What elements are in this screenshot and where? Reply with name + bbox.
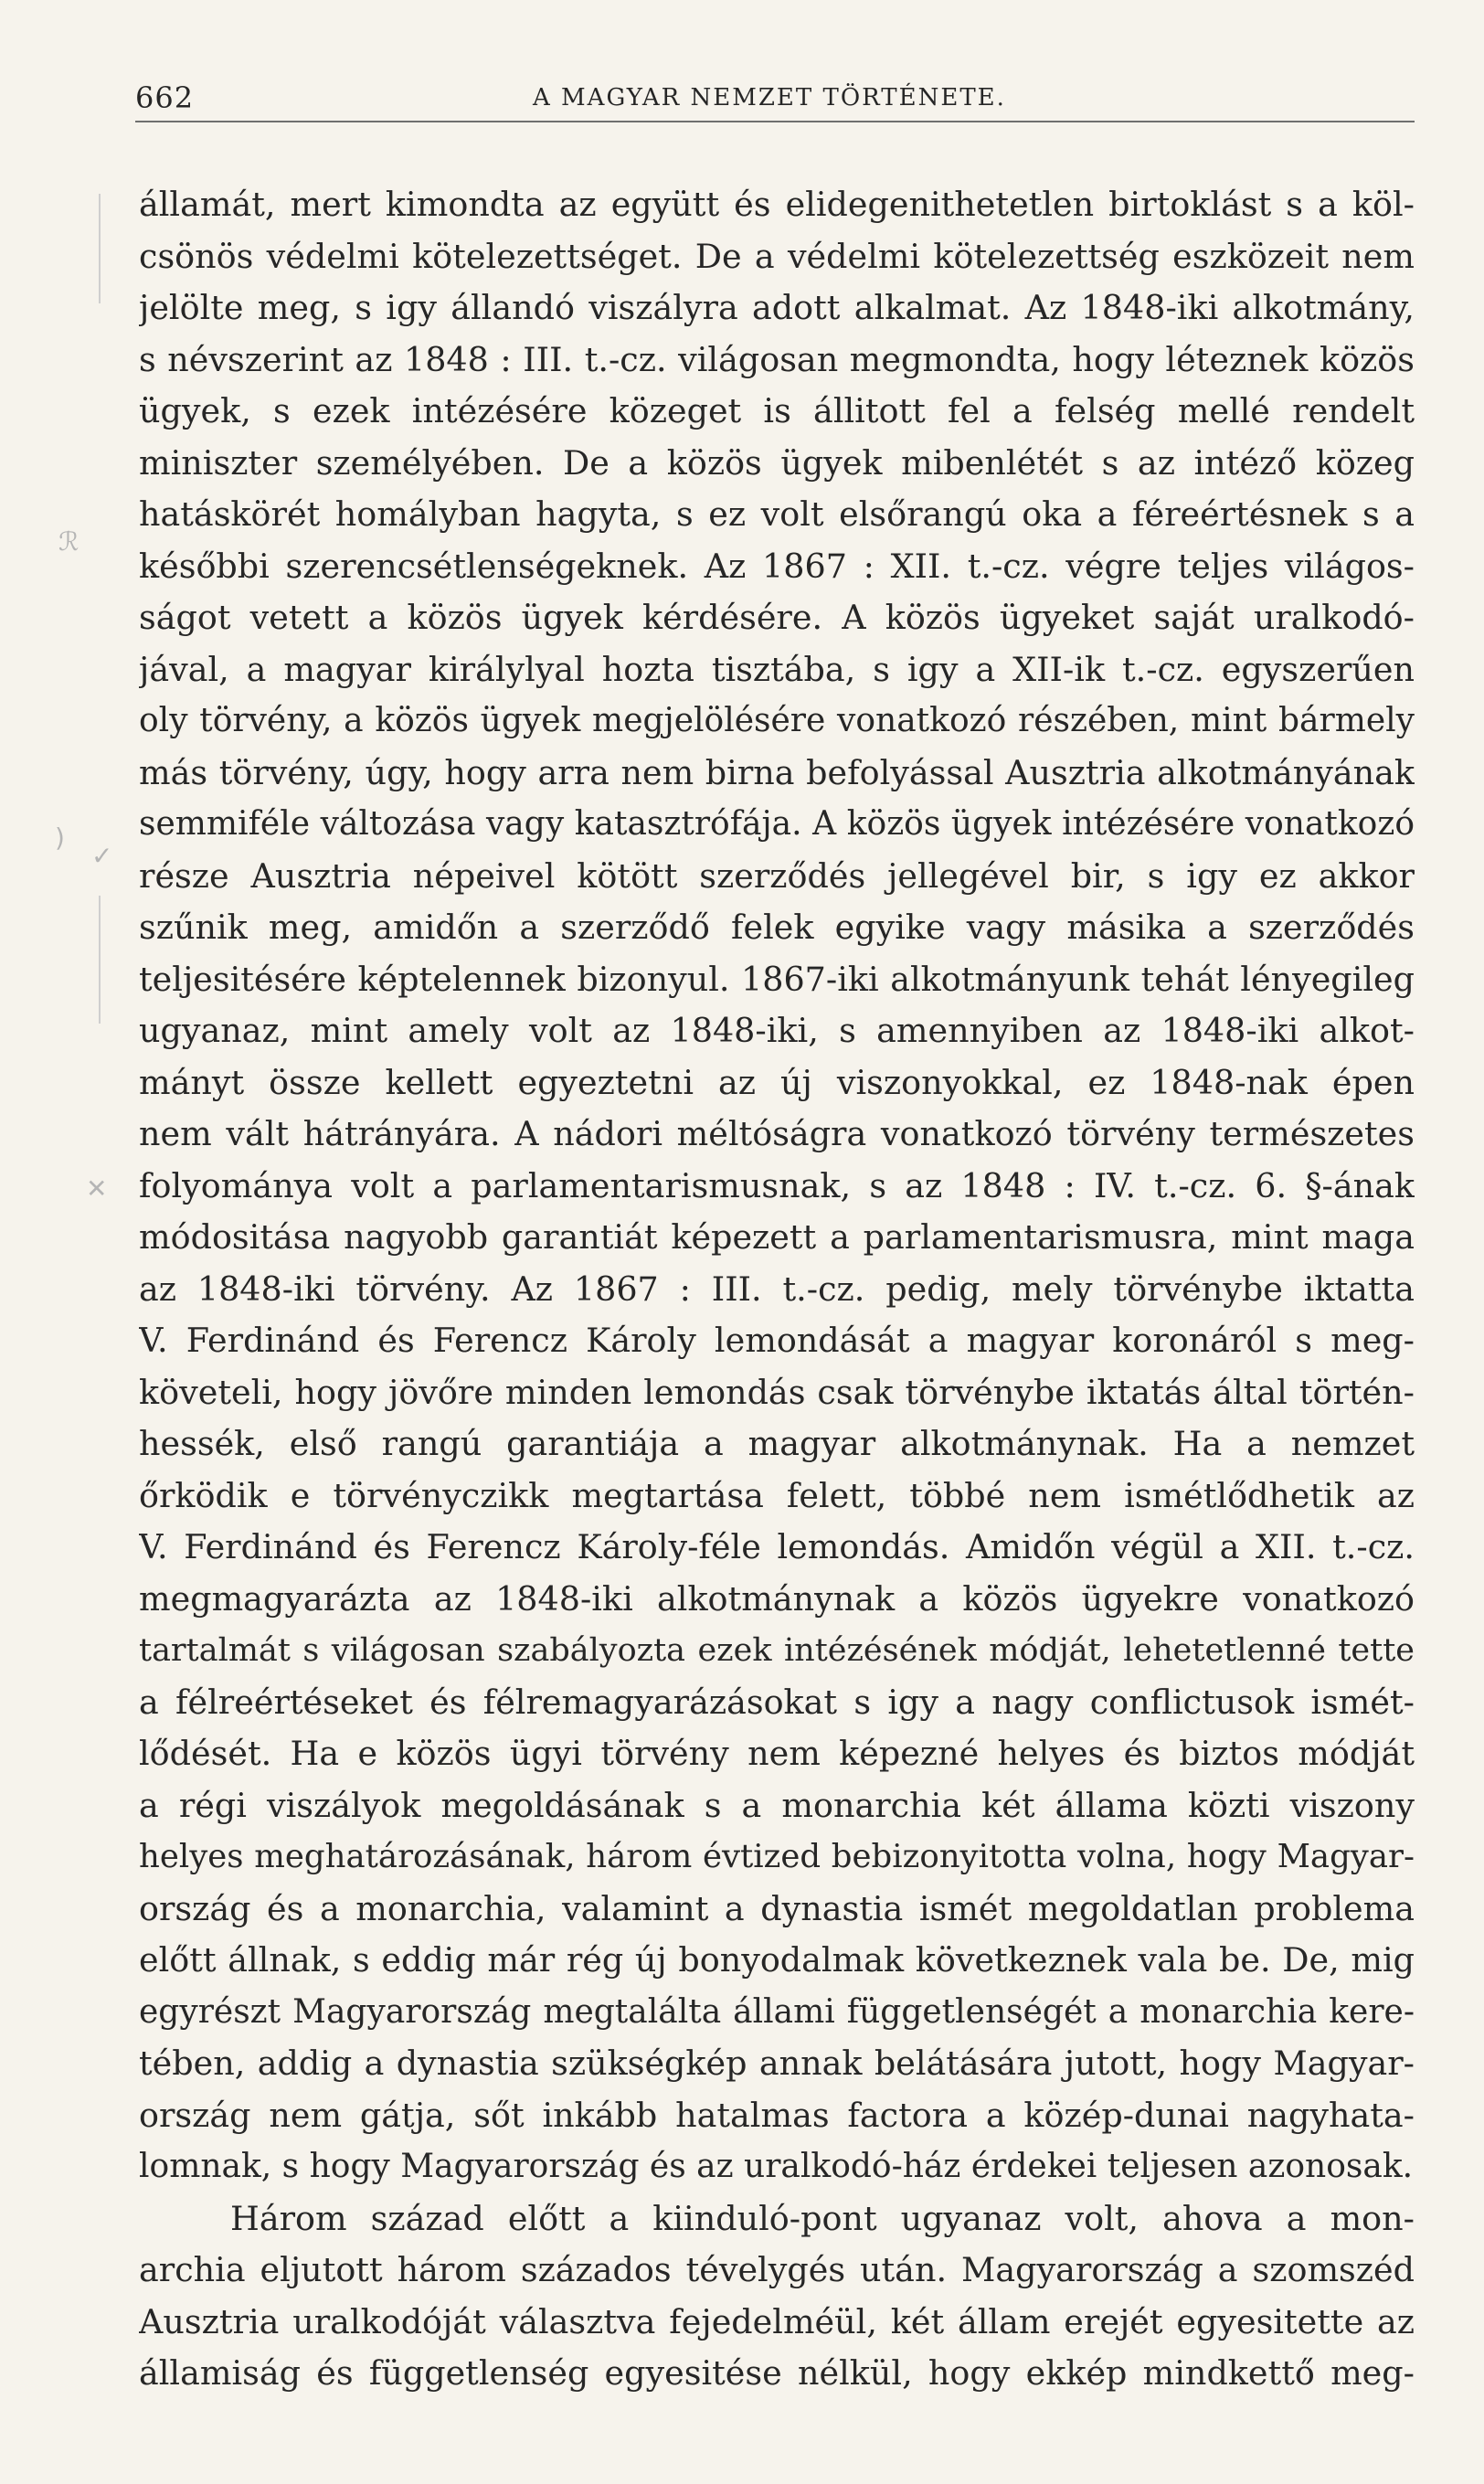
running-title: A MAGYAR NEMZET TÖRTÉNETE. <box>533 84 1006 111</box>
text-line: megmagyarázta az 1848-iki alkotmánynak a közös ügyekre vonatkozó <box>139 1578 1415 1619</box>
margin-pencil-mark: ✓ <box>91 841 113 871</box>
text-line: államát, mert kimondta az együtt és elidegenithetetlen birtoklást s a köl- <box>139 185 1415 224</box>
text-line: archia eljutott három százados tévelygés után. Magyarország a szomszéd <box>139 2250 1415 2289</box>
text-line: a régi viszályok megoldásának s a monarchia két államа közti viszony <box>139 1785 1415 1825</box>
text-line: s névszerint az 1848 : III. t.-cz. világosan megmondta, hogy léteznek közös <box>139 339 1415 379</box>
text-line: Ausztria uralkodóját választva fejedelméül, két állam erejét egyesitette az <box>139 2301 1415 2341</box>
margin-pencil-mark: ℛ <box>58 526 80 557</box>
text-line: ügyek, s ezek intézésére közeget is állitott fel a felség mellé rendelt <box>139 391 1415 430</box>
text-line: csönös védelmi kötelezettséget. De a védelmi kötelezettség eszközeit nem <box>139 236 1415 276</box>
text-line: ország és a monarchia, valamint a dynastia ismét megoldatlan problema <box>139 1888 1415 1928</box>
text-line: őrködik e törvényczikk megtartása felett, többé nem ismétlődhetik az <box>139 1475 1415 1515</box>
text-line: a félreértéseket és félremagyarázásokat s igy a nagy conflictusok ismét- <box>139 1682 1415 1722</box>
text-line: teljesitésére képtelennek bizonyul. 1867-iki alkotmányunk tehát lényegileg <box>139 959 1415 999</box>
text-line: miniszter személyében. De a közös ügyek mibenlétét s az intéző közeg <box>139 442 1415 483</box>
text-line: későbbi szerencsétlenségeknek. Az 1867 : XII. t.-cz. végre teljes világos- <box>139 546 1415 586</box>
text-line: hatáskörét homályban hagyta, s ez volt elsőrangú oka a féreértésnek s a <box>139 494 1415 534</box>
text-line: része Ausztria népeivel kötött szerződés jellegével bir, s igy ez akkor <box>139 855 1415 896</box>
text-line: V. Ferdinánd és Ferencz Károly lemondását a magyar koronáról s meg- <box>139 1321 1415 1360</box>
margin-pencil-mark: ) <box>55 823 65 853</box>
body-text <box>139 179 1415 2400</box>
text-line: lődését. Ha e közös ügyi törvény nem képezné helyes és biztos módját <box>139 1734 1415 1773</box>
text-line: ságot vetett a közös ügyek kérdésére. A közös ügyeket saját uralkodó- <box>139 598 1415 637</box>
text-line: szűnik meg, amidőn a szerződő felek egyike vagy másika a szerződés <box>139 908 1415 947</box>
text-line: módositása nagyobb garantiát képezett a parlamentarismusra, mint maga <box>139 1217 1415 1257</box>
text-line: követeli, hogy jövőre minden lemondás csak törvénybe iktatás által történ- <box>139 1372 1415 1412</box>
text-line: ugyanaz, mint amely volt az 1848-iki, s amennyiben az 1848-iki alkot- <box>139 1011 1415 1050</box>
header-rule <box>135 121 1415 122</box>
text-line: nem vált hátrányára. A nádori méltóságra vonatkozó törvény természetes <box>139 1114 1415 1153</box>
text-line: mányt össze kellett egyeztetni az új viszonyokkal, ez 1848-nak épen <box>139 1062 1415 1102</box>
text-line: tartalmát s világosan szabályozta ezek intézésének módját, lehetetlenné tette <box>139 1632 1415 1669</box>
text-line: hessék, első rangú garantiája a magyar alkotmánynak. Ha a nemzet <box>139 1424 1415 1463</box>
text-line: ország nem gátja, sőt inkább hatalmas factora a közép-dunai nagyhata- <box>139 2095 1415 2135</box>
text-line: más törvény, úgy, hogy arra nem birna befolyással Ausztria alkotmányának <box>139 752 1415 792</box>
text-line: jával, a magyar királylyal hozta tisztába, s igy a XII-ik t.-cz. egyszerűen <box>139 649 1415 689</box>
text-line: jelölte meg, s igy állandó viszályra adott alkalmat. Az 1848-iki alkotmány, <box>139 288 1415 327</box>
page-number: 662 <box>135 80 195 115</box>
text-line: semmiféle változása vagy katasztrófája. A közös ügyek intézésére vonatkozó <box>139 805 1415 843</box>
text-line: V. Ferdinánd és Ferencz Károly-féle lemondás. Amidőn végül a XII. t.-cz. <box>139 1527 1415 1566</box>
margin-pencil-mark <box>99 194 101 303</box>
text-line: az 1848-iki törvény. Az 1867 : III. t.-cz. pedig, mely törvénybe iktatta <box>139 1269 1415 1309</box>
text-line: egyrészt Magyarország megtalálta állami függetlenségét a monarchia kere- <box>139 1992 1415 2031</box>
text-line: helyes meghatározásának, három évtized bebizonyitotta volna, hogy Magyar- <box>139 1838 1415 1875</box>
margin-pencil-mark <box>99 896 101 1024</box>
text-line: előtt állnak, s eddig már rég új bonyodalmak következnek vala be. De, mig <box>139 1940 1415 1980</box>
text-line: folyománya volt a parlamentarismusnak, s az 1848 : IV. t.-cz. 6. §-ának <box>139 1165 1415 1205</box>
text-line-paragraph-start: Három század előtt a kiinduló-pont ugyanaz volt, ahova a mon- <box>230 2198 1415 2238</box>
text-line: tében, addig a dynastia szükségkép annak belátására jutott, hogy Magyar- <box>139 2043 1415 2083</box>
text-line: oly törvény, a közös ügyek megjelölésére vonatkozó részében, mint bármely <box>139 702 1415 739</box>
margin-pencil-mark: ✕ <box>86 1173 108 1204</box>
text-line-paragraph-end: lomnak, s hogy Magyarország és az uralkodó-ház érdekei teljesen azonosak. <box>139 2148 1414 2185</box>
text-line: államiság és függetlenség egyesitése nélkül, hogy ekkép mindkettő meg- <box>139 2353 1415 2393</box>
